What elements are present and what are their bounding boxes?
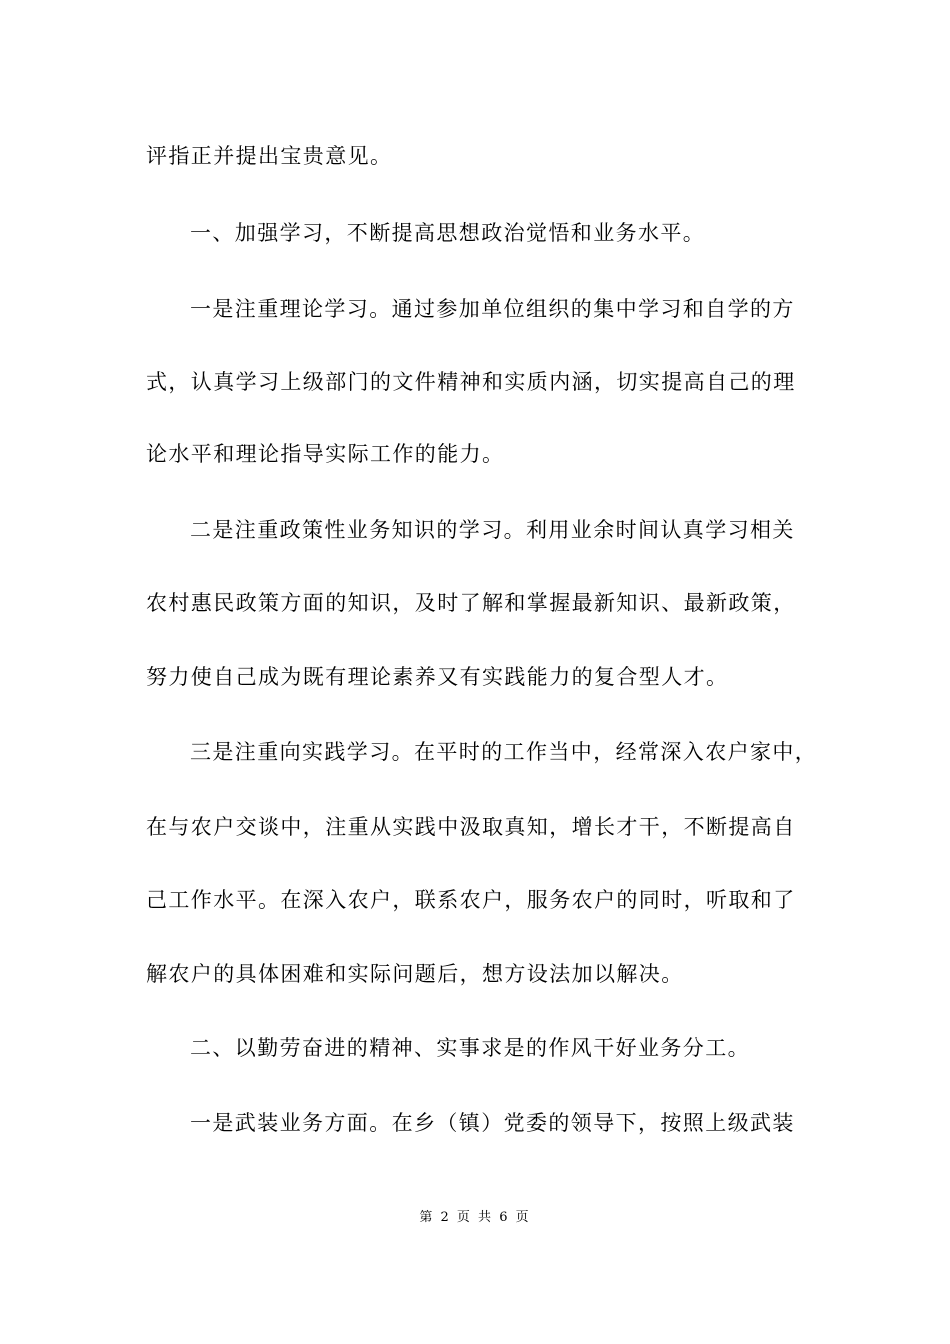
page-number-footer: 第 2 页 共 6 页 — [419, 1210, 531, 1225]
paragraph-line: 努力使自己成为既有理论素养又有实践能力的复合型人才。 — [146, 665, 729, 689]
paragraph-line: 农村惠民政策方面的知识，及时了解和掌握最新知识、最新政策， — [146, 591, 796, 615]
section-heading: 二、以勤劳奋进的精神、实事求是的作风干好业务分工。 — [190, 1036, 750, 1060]
paragraph-line: 论水平和理论指导实际工作的能力。 — [146, 442, 505, 466]
paragraph-line: 一是注重理论学习。通过参加单位组织的集中学习和自学的方 — [190, 297, 795, 321]
paragraph-line: 己工作水平。在深入农户，联系农户，服务农户的同时，听取和了 — [146, 888, 796, 912]
paragraph-line: 解农户的具体困难和实际问题后，想方设法加以解决。 — [146, 962, 684, 986]
paragraph-line: 三是注重向实践学习。在平时的工作当中，经常深入农户家中， — [190, 740, 818, 764]
section-heading: 一、加强学习，不断提高思想政治觉悟和业务水平。 — [190, 221, 706, 245]
paragraph-line: 式，认真学习上级部门的文件精神和实质内涵，切实提高自己的理 — [146, 370, 796, 394]
paragraph-line: 在与农户交谈中，注重从实践中汲取真知，增长才干，不断提高自 — [146, 815, 796, 839]
paragraph-line: 一是武装业务方面。在乡（镇）党委的领导下，按照上级武装 — [190, 1111, 795, 1135]
paragraph-line: 二是注重政策性业务知识的学习。利用业余时间认真学习相关 — [190, 518, 795, 542]
paragraph-line: 评指正并提出宝贵意见。 — [146, 144, 393, 168]
